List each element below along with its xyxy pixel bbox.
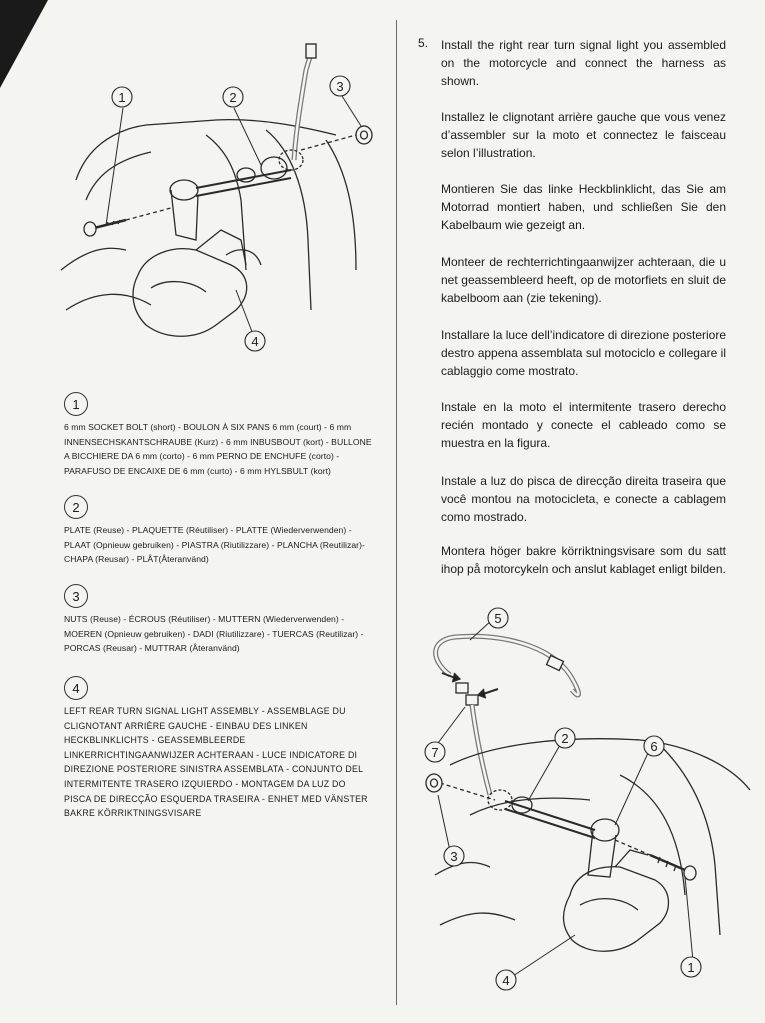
part-1-entry	[64, 392, 374, 478]
part-2-description: PLATE (Reuse) - PLAQUETTE (Réutiliser) - PLATTE (Wiederverwenden) - PLAAT (Opnieuw gebruiken) - PIASTRA (Riutilizzare) - PLANCHA (Reutilizar)- CHAPA (Reusar) - PLÅT(Återanvänd)	[64, 525, 365, 565]
part-4-description: LEFT REAR TURN SIGNAL LIGHT ASSEMBLY - ASSEMBLAGE DU CLIGNOTANT ARRIÈRE GAUCHE - EINBAU DES LINKEN HECKBLINKLICHTS - GEASSEMBLEERDE LINKERRICHTINGAANWIJZER ACHTERAAN - LUCE INDICATORE DI DIREZIONE POSTERIORE SINISTRA ASSEMBLATA - CONJUNTO DEL INTERMITENTE TRASERO IZQUIERDO - MONTAGEM DA LUZ DO PISCA DE DIRECÇÃO ESQUERDA TRASEIRA - ENHET MED VÄNSTER BAKRE KÖRRIKTNINGSVISARE	[64, 706, 368, 819]
callout-5-label: 5	[494, 611, 502, 626]
callout-1-label: 1	[118, 90, 126, 105]
part-2-entry	[64, 495, 374, 567]
part-3-entry	[64, 584, 374, 656]
callout-2-label: 2	[229, 90, 237, 105]
callout-1-label: 1	[687, 960, 695, 975]
callout-2-label: 2	[561, 731, 569, 746]
instruction-fr: Installez le clignotant arrière gauche que vous venez d’assembler sur la moto et connectez le faisceau selon l’illustration.	[441, 110, 726, 160]
instruction-it: Installare la luce dell’indicatore di direzione posteriore destro appena assemblata sul motociclo e collegare il cablaggio come mostrato.	[441, 328, 726, 378]
part-1-number: 1	[64, 392, 88, 416]
callout-6-label: 6	[650, 739, 658, 754]
instruction-en: Install the right rear turn signal light you assembled on the motorcycle and connect the harness as shown.	[441, 38, 726, 88]
instruction-nl: Monteer de rechterrichtingaanwijzer achteraan, die u net geassembleerd heeft, op de motorfiets en sluit de kabelboom aan (zie tekening).	[441, 255, 726, 305]
part-2-number: 2	[64, 495, 88, 519]
part-3-number: 3	[64, 584, 88, 608]
part-4-entry	[64, 676, 374, 821]
instruction-de: Montieren Sie das linke Heckblinklicht, das Sie am Motorrad montiert haben, und schließen Sie den Kabelbaum wie gezeigt an.	[441, 182, 726, 232]
figure-left-turn-signal	[56, 40, 386, 360]
part-4-number: 4	[64, 676, 88, 700]
callout-3-label: 3	[450, 849, 458, 864]
instruction-pt: Instale a luz do pisca de direcção direita traseira que você montou na motocicleta, e conecte a cablagem como mostrado.	[441, 474, 726, 524]
callout-3-label: 3	[336, 79, 344, 94]
step-number: 5.	[418, 36, 429, 50]
callout-4-label: 4	[502, 973, 510, 988]
callout-4-label: 4	[251, 334, 259, 349]
part-3-description: NUTS (Reuse) - ÉCROUS (Réutiliser) - MUTTERN (Wiederverwenden) - MOEREN (Opnieuw gebruiken) - DADI (Riutilizzare) - TUERCAS (Reutilizar) - PORCAS (Reusar) - MUTTRAR (Återanvänd)	[64, 614, 364, 654]
part-1-description: 6 mm SOCKET BOLT (short) - BOULON À SIX PANS 6 mm (court) - 6 mm INNENSECHSKANTSCHRAUBE (Kurz) - 6 mm INBUSBOUT (kort) - BULLONE A BICCHIERE DA 6 mm (corto) - 6 mm PERNO DE ENCHUFE (corto) - PARAFUSO DE ENCAIXE DE 6 mm (curto) - 6 mm HYLSBULT (kort)	[64, 422, 372, 476]
column-divider	[396, 20, 397, 1005]
instruction-es: Instale en la moto el intermitente trasero derecho recién montado y conecte el cableado como se muestra en la figura.	[441, 400, 726, 450]
figure-right-turn-signal	[410, 605, 755, 997]
scan-corner-shadow	[0, 0, 48, 88]
instruction-sv: Montera höger bakre körriktningsvisare som du satt ihop på motorcykeln och anslut kablaget enligt bilden.	[441, 544, 726, 576]
callout-7-label: 7	[431, 745, 439, 760]
